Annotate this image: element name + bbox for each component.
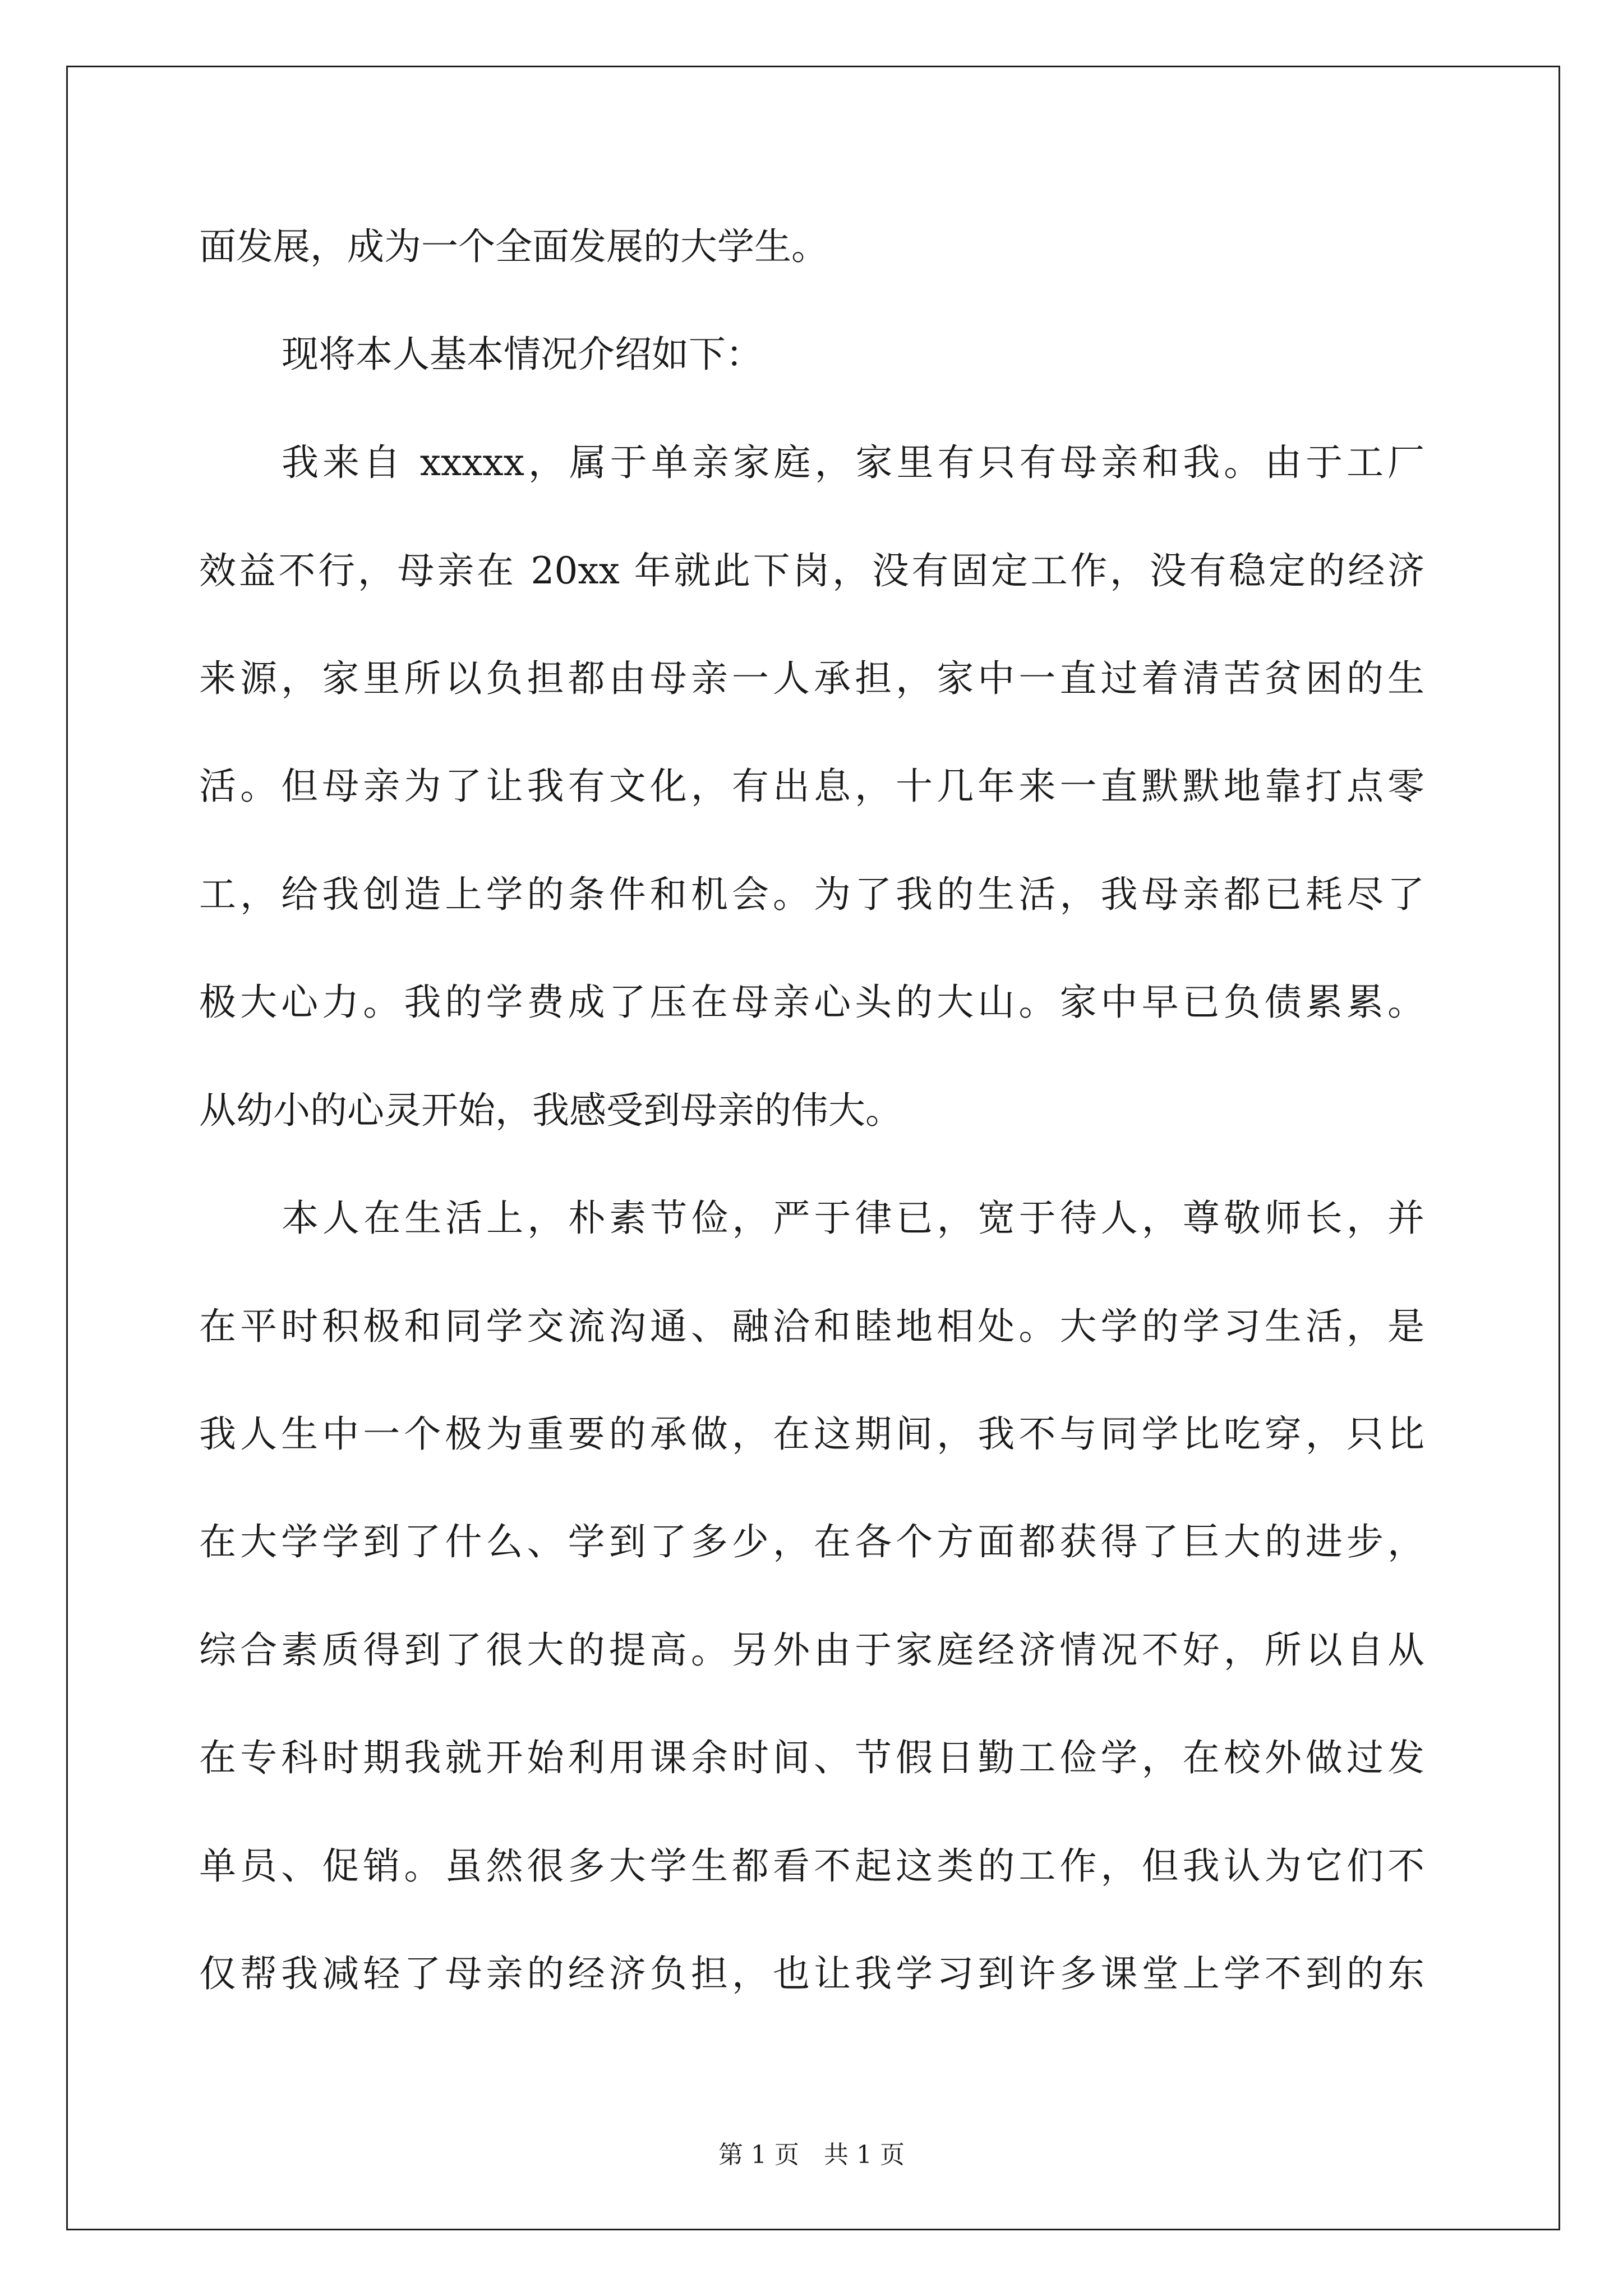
text-line: 现将本人基本情况介绍如下：	[282, 333, 763, 376]
text-line: 我来自 xxxxx，属于单亲家庭，家里有只有母亲和我。由于工厂	[282, 441, 1424, 484]
text-line: 本人在生活上，朴素节俭，严于律已，宽于待人，尊敬师长，并	[282, 1197, 1424, 1240]
page-border	[66, 66, 1560, 2230]
text-line: 单员、促销。虽然很多大学生都看不起这类的工作，但我认为它们不	[199, 1844, 1424, 1888]
text-line: 从幼小的心灵开始，我感受到母亲的伟大。	[199, 1089, 902, 1132]
text-line: 综合素质得到了很大的提高。另外由于家庭经济情况不好，所以自从	[199, 1628, 1424, 1672]
page-number-footer: 第 1 页 共 1 页	[718, 2141, 905, 2169]
text-line: 面发展，成为一个全面发展的大学生。	[199, 225, 828, 268]
text-line: 在大学学到了什么、学到了多少，在各个方面都获得了巨大的进步，	[199, 1520, 1424, 1563]
text-line: 效益不行，母亲在 20xx 年就此下岗，没有固定工作，没有稳定的经济	[199, 549, 1424, 592]
text-line: 工，给我创造上学的条件和机会。为了我的生活，我母亲都已耗尽了	[199, 873, 1424, 916]
text-line: 极大心力。我的学费成了压在母亲心头的大山。家中早已负债累累。	[199, 981, 1424, 1024]
text-line: 活。但母亲为了让我有文化，有出息，十几年来一直默默地靠打点零	[199, 765, 1424, 808]
text-line: 仅帮我减轻了母亲的经济负担，也让我学习到许多课堂上学不到的东	[199, 1952, 1424, 1995]
text-line: 来源，家里所以负担都由母亲一人承担，家中一直过着清苦贫困的生	[199, 657, 1424, 700]
text-line: 我人生中一个极为重要的承做，在这期间，我不与同学比吃穿，只比	[199, 1412, 1424, 1456]
text-line: 在平时积极和同学交流沟通、融洽和睦地相处。大学的学习生活，是	[199, 1305, 1424, 1348]
text-line: 在专科时期我就开始利用课余时间、节假日勤工俭学，在校外做过发	[199, 1736, 1424, 1779]
